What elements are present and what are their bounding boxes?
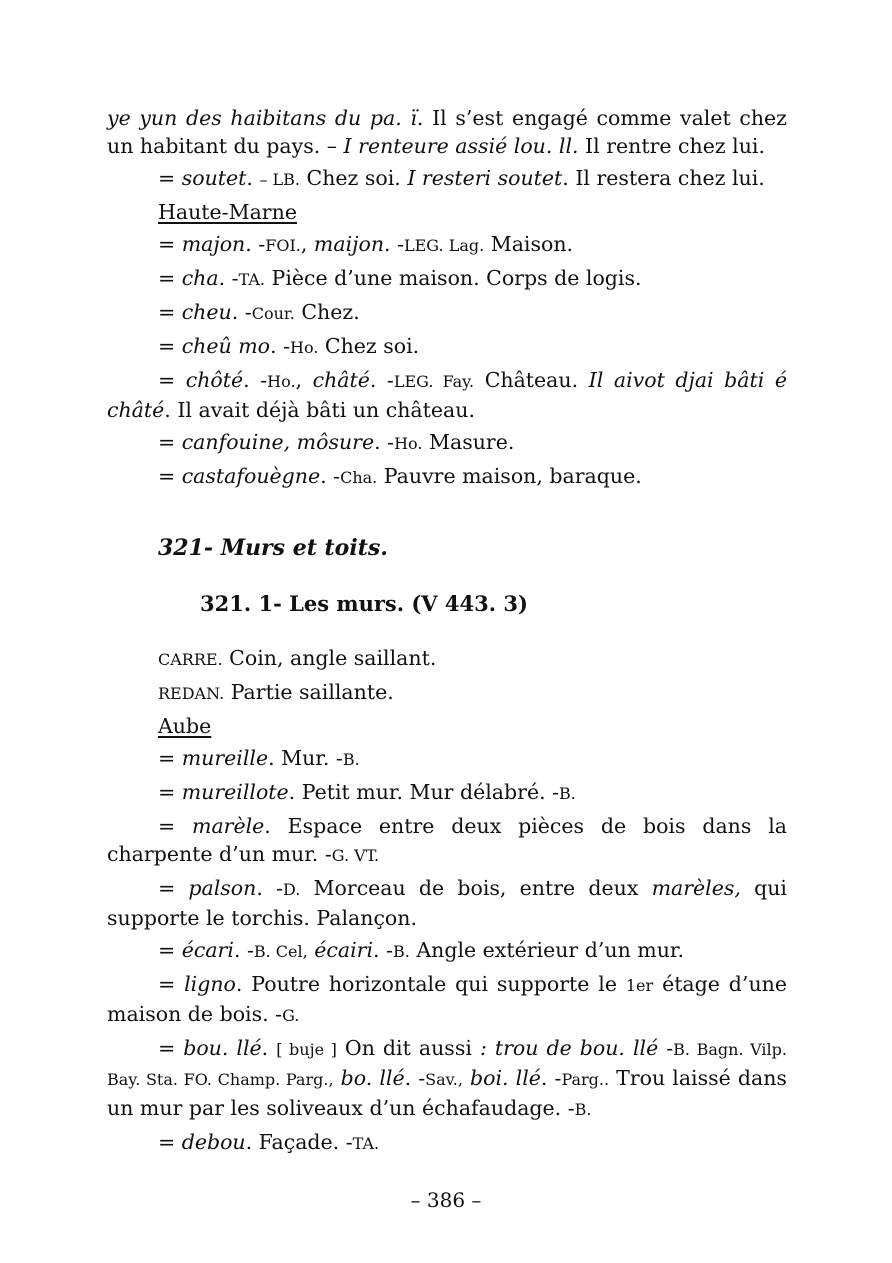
text-run: = [158, 1130, 182, 1154]
text-run: . [261, 1036, 277, 1060]
text-run [334, 1066, 341, 1090]
text-run: . Petit mur. Mur délabré. - [288, 780, 560, 804]
text-run: = [158, 972, 185, 996]
abbreviation: Ho. [290, 338, 319, 357]
dialect-term: canfouine, môsure [181, 430, 375, 454]
dialect-term: cheû mo [181, 334, 271, 358]
text-run: Chez soi. [300, 166, 408, 190]
text-run: . - [404, 1066, 426, 1090]
abbreviation: [ buje ] [276, 1040, 337, 1059]
text-run: . Il avait déjà bâti un château. [164, 398, 475, 422]
text-run: = [158, 1036, 184, 1060]
abbreviation: G. [282, 1006, 300, 1025]
entry-line [107, 332, 787, 362]
abbreviation: – LB. [259, 170, 300, 189]
text-run: Masure. [422, 430, 515, 454]
abbreviation: B. Bagn. Vilp. Bay. Sta. FO. Champ. Parg., [107, 1040, 787, 1089]
text-run: . Il restera chez lui. [562, 166, 765, 190]
text-run: . - [270, 334, 290, 358]
abbreviation: LEG. Lag. [404, 236, 485, 255]
text-run: On dit aussi [336, 1036, 480, 1060]
text-run [463, 1066, 470, 1090]
text-run: Château. [474, 368, 589, 392]
entry-line [107, 678, 787, 708]
entry-line [107, 970, 787, 1030]
text-run: . - [256, 876, 284, 900]
entry-line [107, 198, 787, 226]
text-run: . [246, 166, 260, 190]
text-run: . - [218, 266, 239, 290]
entry-line [107, 812, 787, 870]
dialect-term: castafouègne [181, 464, 321, 488]
text-run: = [158, 300, 182, 324]
dialect-term: chôté [185, 368, 244, 392]
abbreviation: Cour. [251, 304, 295, 323]
text-run: . Poutre horizontale qui supporte le [235, 972, 626, 996]
dialect-term: bo. llé [340, 1066, 405, 1090]
entry-line [107, 778, 787, 808]
dialect-term: Il aivot djai bâti é châté [107, 368, 787, 422]
text-run: Morceau de bois, entre deux [300, 876, 652, 900]
dialect-term: debou [181, 1130, 246, 1154]
text-run: = [158, 166, 182, 190]
text-run: , [300, 232, 314, 256]
dialect-term: mureillote [181, 780, 289, 804]
dialect-term: : trou de bou. llé [479, 1036, 659, 1060]
dialect-term: boi. llé [470, 1066, 541, 1090]
text-run: , [295, 368, 313, 392]
abbreviation: 1er [625, 976, 654, 995]
dialect-term: bou. llé [183, 1036, 262, 1060]
abbreviation: REDAN. [158, 684, 225, 703]
entry-line [107, 644, 787, 674]
abbreviation: D. [283, 880, 301, 899]
text-run: = [158, 876, 189, 900]
entry-line [107, 264, 787, 294]
abbreviation: LEG. Fay. [393, 372, 475, 391]
entries-habitation [107, 104, 787, 496]
abbreviation: TA. [238, 270, 266, 289]
text-run: = [158, 780, 182, 804]
text-run: . - [245, 232, 266, 256]
entry-line [107, 462, 787, 492]
text-run: . - [231, 300, 252, 324]
dialect-term: I resteri soutet [407, 166, 563, 190]
abbreviation: Sav., [425, 1070, 463, 1089]
entry-line [107, 230, 787, 260]
abbreviation: B. [574, 1100, 592, 1119]
text-run: Pauvre maison, baraque. [377, 464, 642, 488]
text-run: = [158, 814, 193, 838]
entries-murs [107, 644, 787, 1162]
subsection-heading: 321. 1- Les murs. (V 443. 3) [200, 591, 528, 616]
entry-line [107, 936, 787, 966]
abbreviation: Ho. [394, 434, 423, 453]
entry-line [107, 744, 787, 774]
entry-line [107, 366, 787, 424]
abbreviation: TA. [352, 1134, 380, 1153]
abbreviation: G. VT. [331, 846, 380, 865]
text-run: . - [233, 938, 254, 962]
abbreviation: B. [392, 942, 410, 961]
text-run: Angle extérieur d’un mur. [409, 938, 684, 962]
abbreviation: FOI. [265, 236, 301, 255]
text-run: étage d’une maison de bois. - [107, 972, 787, 1026]
text-run: . Mur. - [268, 746, 343, 770]
text-run: Il rentre chez lui. [578, 134, 766, 158]
text-run: Coin, angle saillant. [222, 646, 437, 670]
text-run: Il s’est engagé comme valet chez un habitant du pays. – [107, 106, 787, 158]
region-label: Haute-Marne [158, 200, 297, 224]
dialect-term: palson [188, 876, 257, 900]
text-run: . - [243, 368, 268, 392]
text-run: Partie saillante. [224, 680, 394, 704]
abbreviation: B. [559, 784, 576, 803]
text-run: . - [374, 430, 395, 454]
dialect-term: écari [181, 938, 234, 962]
abbreviation: B. Cel, [253, 942, 308, 961]
text-run: . - [373, 938, 393, 962]
text-run: . - [384, 232, 404, 256]
entry-line [107, 428, 787, 458]
entry-line [107, 104, 787, 160]
dialect-term: écairi [314, 938, 373, 962]
text-run: = [158, 368, 186, 392]
entry-line [107, 298, 787, 328]
dialect-term: soutet [181, 166, 247, 190]
text-run: = [158, 232, 182, 256]
entry-line [107, 874, 787, 932]
text-run: = [158, 464, 182, 488]
dialect-term: cheu [181, 300, 232, 324]
text-run: . - [540, 1066, 562, 1090]
text-run: - [658, 1036, 674, 1060]
dialect-term: maijon [313, 232, 385, 256]
text-run: Maison. [484, 232, 574, 256]
abbreviation: Parg.. [561, 1070, 610, 1089]
entry-line [107, 1034, 787, 1124]
dialect-term: cha [181, 266, 219, 290]
text-run: Pièce d’une maison. Corps de logis. [265, 266, 642, 290]
dialect-term: châté [312, 368, 370, 392]
text-run: Trou laissé dans un mur par les soliveaux d’un échafaudage. - [107, 1066, 787, 1120]
text-run: = [158, 266, 182, 290]
dialect-term: mureille [181, 746, 269, 770]
dialect-term: marèles, [651, 876, 741, 900]
text-run: . - [369, 368, 394, 392]
entry-line [107, 164, 787, 194]
text-run: = [158, 746, 182, 770]
abbreviation: B. [342, 750, 360, 769]
dialect-term: ligno [184, 972, 236, 996]
text-run: . Façade. - [245, 1130, 353, 1154]
text-run: qui supporte le torchis. Palançon. [107, 876, 787, 930]
text-run: = [158, 334, 182, 358]
abbreviation: Cha. [340, 468, 378, 487]
abbreviation: CARRE. [158, 650, 223, 669]
text-run: Chez soi. [318, 334, 420, 358]
dialect-term: ye yun des haibitans du pa. ï. [107, 106, 424, 130]
page-number: – 386 – [410, 1188, 482, 1212]
entry-line [107, 712, 787, 740]
dialect-term: I renteure assié lou. ll. [343, 134, 579, 158]
entry-line [107, 1128, 787, 1158]
abbreviation: Ho. [267, 372, 296, 391]
text-run: . - [320, 464, 341, 488]
section-heading: 321- Murs et toits. [158, 535, 388, 561]
dialect-term: marèle [192, 814, 265, 838]
text-run: = [158, 430, 182, 454]
text-run: . Espace entre deux pièces de bois dans la charpente d’un mur. - [107, 814, 787, 866]
dialect-term: majon [181, 232, 246, 256]
text-run: = [158, 938, 182, 962]
region-label: Aube [158, 714, 212, 738]
text-run: Chez. [294, 300, 360, 324]
